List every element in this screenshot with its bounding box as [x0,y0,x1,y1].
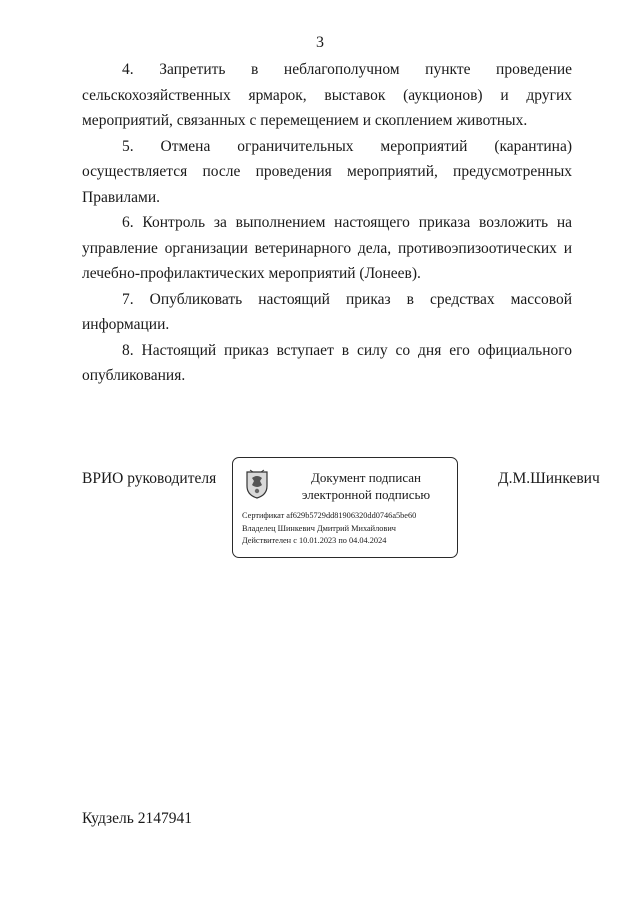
paragraph-7: 7. Опубликовать настоящий приказ в средствах массовой информации. [82,290,572,333]
executor-code: Кудзель 2147941 [82,810,192,827]
paragraph-6: 6. Контроль за выполнением настоящего приказа возложить на управление организации ветеринарного дела, противоэпизоотических и лечебно-профилактических мероприятий (Лонеев). [82,214,572,282]
signatory-title: ВРИО руководителя [82,470,217,487]
coat-of-arms-icon [245,469,269,499]
paragraph-8: 8. Настоящий приказ вступает в силу со дня его официального опубликования. [82,341,572,384]
stamp-details [242,510,454,548]
order-body [82,57,572,389]
signatory-name: Д.М.Шинкевич [498,470,600,487]
stamp-validity: Действителен с 10.01.2023 по 04.04.2024 [242,536,387,545]
stamp-certificate: Сертификат af629b5729dd81906320dd0746a5be60 [242,511,417,520]
e-signature-stamp [232,457,458,558]
paragraph-5: 5. Отмена ограничительных мероприятий (карантина) осуществляется после проведения мероприятий, предусмотренных Правилами. [82,137,572,206]
page-number: 3 [316,34,324,51]
stamp-owner: Владелец Шинкевич Дмитрий Михайлович [242,523,396,533]
stamp-heading-line-1: Документ подписан [311,470,421,485]
stamp-heading [281,469,451,503]
paragraph-4: 4. Запретить в неблагополучном пункте проведение сельскохозяйственных ярмарок, выставок (аукционов) и других мероприятий, связанных с перемещением и скоплением животных. [82,61,572,129]
stamp-heading-line-2: электронной подписью [301,487,431,502]
